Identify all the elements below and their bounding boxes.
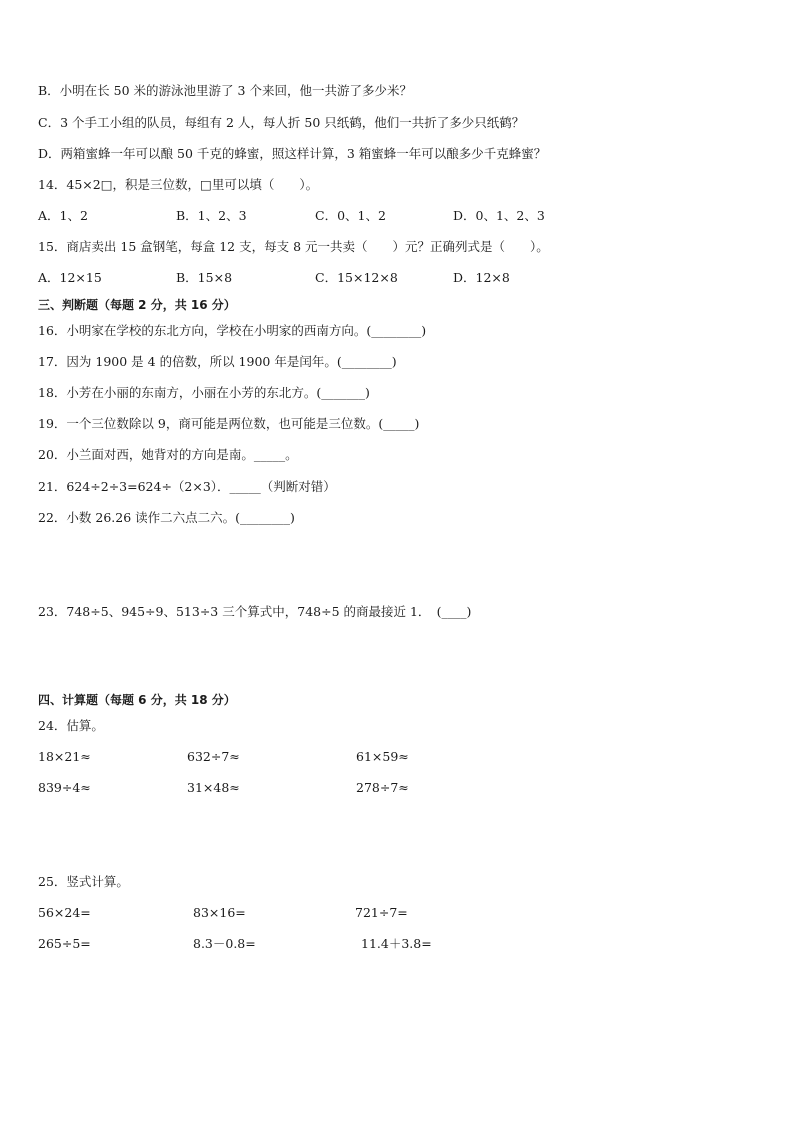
q24-expr: 18×21≈: [38, 749, 91, 764]
q24-expr: 31×48≈: [187, 780, 240, 795]
q25-title: 25．竖式计算。: [38, 874, 129, 889]
q13-option-b: B．小明在长 50 米的游泳池里游了 3 个来回，他一共游了多少米？: [38, 83, 412, 98]
q14-option-b: B．1、2、3: [176, 208, 247, 223]
q15-option-c: C．15×12×8: [315, 270, 398, 285]
q14-text: 14．45×2□，积是三位数，□里可以填（ ）。: [38, 177, 319, 192]
q19-item: 19．一个三位数除以 9，商可能是两位数，也可能是三位数。(_____): [38, 416, 420, 431]
section-4-heading: 四、计算题（每题 6 分，共 18 分）: [38, 693, 236, 707]
q25-expr: 11.4＋3.8=: [361, 936, 432, 951]
q15-option-a: A．12×15: [38, 270, 102, 285]
q15-option-b: B．15×8: [176, 270, 233, 285]
q20-item: 20．小兰面对西，她背对的方向是南。_____。: [38, 447, 298, 462]
q25-expr: 265÷5=: [38, 936, 91, 951]
q14-option-d: D．0、1、2、3: [453, 208, 545, 223]
q14-option-c: C．0、1、2: [315, 208, 386, 223]
q13-option-c: C．3 个手工小组的队员，每组有 2 人，每人折 50 只纸鹤，他们一共折了多少只纸鹤？: [38, 115, 525, 130]
q24-title: 24．估算。: [38, 718, 104, 733]
q24-expr: 632÷7≈: [187, 749, 240, 764]
q18-item: 18．小芳在小丽的东南方，小丽在小芳的东北方。(_______): [38, 385, 370, 400]
q25-expr: 721÷7=: [355, 905, 408, 920]
section-3-heading: 三、判断题（每题 2 分，共 16 分）: [38, 298, 236, 312]
q25-expr: 83×16=: [193, 905, 246, 920]
q24-expr: 278÷7≈: [356, 780, 409, 795]
q22-item: 22．小数 26.26 读作二六点二六。(________): [38, 510, 295, 525]
q14-option-a: A．1、2: [38, 208, 88, 223]
q25-expr: 8.3－0.8=: [193, 936, 256, 951]
q24-expr: 839÷4≈: [38, 780, 91, 795]
q16-item: 16．小明家在学校的东北方向，学校在小明家的西南方向。(________): [38, 323, 427, 338]
q23-item: 23．748÷5、945÷9、513÷3 三个算式中，748÷5 的商最接近 1． (____): [38, 604, 472, 619]
q21-item: 21．624÷2÷3=624÷（2×3）．_____（判断对错）: [38, 479, 336, 494]
q25-expr: 56×24=: [38, 905, 91, 920]
q13-option-d: D．两箱蜜蜂一年可以酿 50 千克的蜂蜜，照这样计算，3 箱蜜蜂一年可以酿多少千克蜂蜜？: [38, 146, 547, 161]
q15-option-d: D．12×8: [453, 270, 510, 285]
q15-text: 15．商店卖出 15 盒钢笔，每盒 12 支，每支 8 元一共卖（ ）元？正确列式是（ ）。: [38, 239, 549, 254]
q24-expr: 61×59≈: [356, 749, 409, 764]
q17-item: 17．因为 1900 是 4 的倍数，所以 1900 年是闰年。(________): [38, 354, 397, 369]
